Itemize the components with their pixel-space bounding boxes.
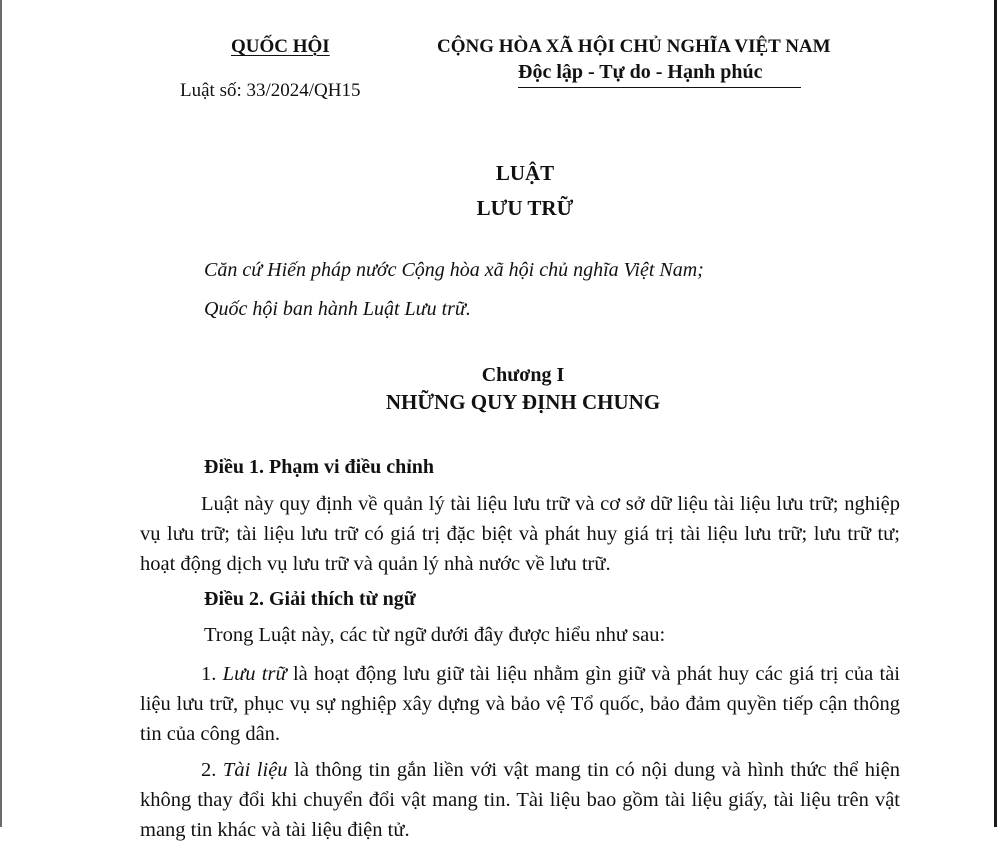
national-motto: Độc lập - Tự do - Hạnh phúc [518, 61, 763, 83]
law-number: Luật số: 33/2024/QH15 [180, 80, 361, 101]
chapter-title: NHỮNG QUY ĐỊNH CHUNG [385, 390, 661, 414]
item-2-text: là thông tin gắn liền với vật mang tin có nội dung và hình thức thể hiện không thay đổi khi chuyển đổi vật mang tin. Tài liệu bao gồm tài liệu giấy, tài liệu trên vật mang tin khác và tài liệu điện tử. [140, 759, 900, 841]
item-1-number: 1. [201, 663, 223, 685]
item-1-term: Lưu trữ [222, 663, 287, 685]
article-1-text: Luật này quy định về quản lý tài liệu lưu trữ và cơ sở dữ liệu tài liệu lưu trữ; nghiệp vụ lưu trữ; tài liệu lưu trữ có giá trị đặc biệt và phát huy giá trị tài liệu lưu trữ; lưu trữ tư; hoạt động dịch vụ lưu trữ và quản lý nhà nước về lưu trữ. [140, 493, 900, 575]
preamble-basis: Căn cứ Hiến pháp nước Cộng hòa xã hội chủ nghĩa Việt Nam; [204, 259, 704, 281]
article-2-intro: Trong Luật này, các từ ngữ dưới đây được hiểu như sau: [204, 624, 666, 646]
national-title: CỘNG HÒA XÃ HỘI CHỦ NGHĨA VIỆT NAM [437, 36, 831, 57]
article-1-heading: Điều 1. Phạm vi điều chỉnh [204, 456, 435, 478]
issuing-agency: QUỐC HỘI [231, 36, 330, 57]
motto-underline [518, 87, 801, 88]
article-2-item-2 [140, 755, 900, 845]
item-1-text: là hoạt động lưu giữ tài liệu nhằm gìn giữ và phát huy các giá trị của tài liệu lưu trữ, phục vụ sự nghiệp xây dựng và bảo vệ Tổ quốc, bảo đảm quyền tiếp cận thông tin của công dân. [140, 663, 901, 745]
article-2-heading: Điều 2. Giải thích từ ngữ [204, 588, 416, 610]
document-title: LƯU TRỮ [476, 196, 574, 220]
document-type: LUẬT [495, 161, 555, 185]
article-1-body [140, 489, 900, 579]
preamble-enactment: Quốc hội ban hành Luật Lưu trữ. [204, 298, 471, 320]
article-2-item-1 [140, 659, 900, 749]
chapter-number: Chương I [481, 364, 565, 386]
item-2-term: Tài liệu [222, 759, 288, 781]
item-2-number: 2. [201, 759, 223, 781]
